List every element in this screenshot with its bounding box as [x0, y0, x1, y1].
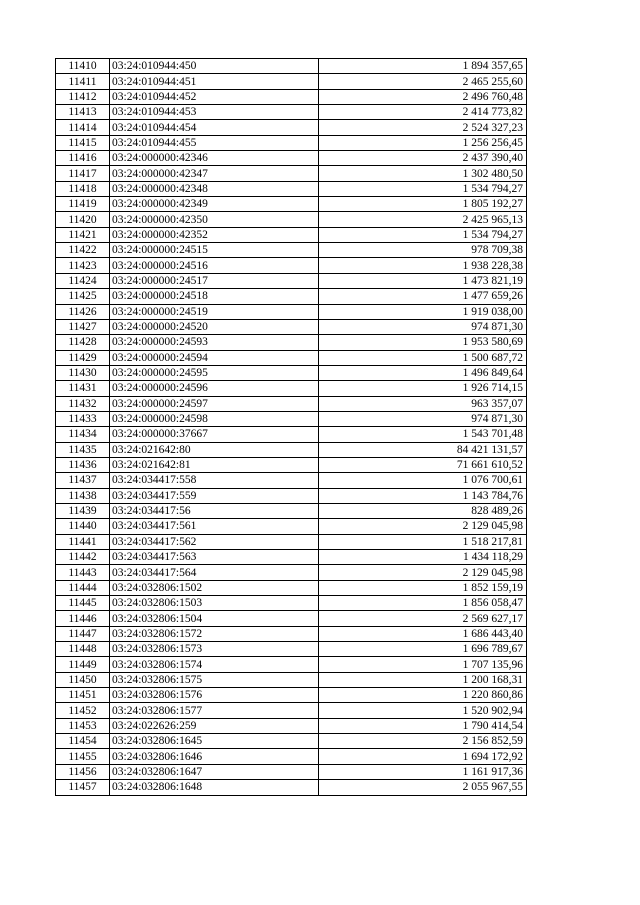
cadastral-value-cell: 1 534 794,27 — [319, 181, 527, 196]
cadastral-number-cell: 03:24:000000:24593 — [110, 335, 319, 350]
row-number-cell: 11453 — [56, 718, 110, 733]
cadastral-number-cell: 03:24:000000:24517 — [110, 273, 319, 288]
table-row — [56, 764, 527, 779]
cadastral-number-cell: 03:24:032806:1502 — [110, 580, 319, 595]
row-number-cell: 11450 — [56, 672, 110, 687]
row-number-cell: 11425 — [56, 289, 110, 304]
table-row — [56, 749, 527, 764]
table-row — [56, 74, 527, 89]
cadastral-number-cell: 03:24:034417:563 — [110, 550, 319, 565]
table-row — [56, 688, 527, 703]
table-row — [56, 120, 527, 135]
row-number-cell: 11436 — [56, 457, 110, 472]
cadastral-number-cell: 03:24:010944:450 — [110, 59, 319, 74]
cadastral-value-cell: 1 434 118,29 — [319, 550, 527, 565]
cadastral-value-cell: 1 686 443,40 — [319, 626, 527, 641]
cadastral-number-cell: 03:24:010944:452 — [110, 89, 319, 104]
cadastral-value-cell: 1 707 135,96 — [319, 657, 527, 672]
row-number-cell: 11416 — [56, 151, 110, 166]
cadastral-number-cell: 03:24:021642:81 — [110, 457, 319, 472]
table-row — [56, 534, 527, 549]
cadastral-value-cell: 1 500 687,72 — [319, 350, 527, 365]
table-row — [56, 703, 527, 718]
row-number-cell: 11454 — [56, 734, 110, 749]
row-number-cell: 11437 — [56, 473, 110, 488]
cadastral-number-cell: 03:24:032806:1645 — [110, 734, 319, 749]
table-row — [56, 642, 527, 657]
row-number-cell: 11426 — [56, 304, 110, 319]
row-number-cell: 11431 — [56, 381, 110, 396]
table-row — [56, 396, 527, 411]
row-number-cell: 11439 — [56, 503, 110, 518]
cadastral-value-cell: 974 871,30 — [319, 411, 527, 426]
cadastral-number-cell: 03:24:032806:1572 — [110, 626, 319, 641]
cadastral-number-cell: 03:24:000000:42349 — [110, 197, 319, 212]
cadastral-value-cell: 1 473 821,19 — [319, 273, 527, 288]
cadastral-value-cell: 1 805 192,27 — [319, 197, 527, 212]
cadastral-value-cell: 1 856 058,47 — [319, 596, 527, 611]
cadastral-value-cell: 1 220 860,86 — [319, 688, 527, 703]
cadastral-number-cell: 03:24:010944:451 — [110, 74, 319, 89]
cadastral-number-cell: 03:24:000000:42347 — [110, 166, 319, 181]
cadastral-value-cell: 1 477 659,26 — [319, 289, 527, 304]
cadastral-number-cell: 03:24:000000:24518 — [110, 289, 319, 304]
table-row — [56, 227, 527, 242]
cadastral-value-cell: 1 256 256,45 — [319, 135, 527, 150]
cadastral-number-cell: 03:24:034417:559 — [110, 488, 319, 503]
cadastral-value-cell: 2 055 967,55 — [319, 780, 527, 795]
cadastral-number-cell: 03:24:000000:37667 — [110, 427, 319, 442]
cadastral-value-cell: 1 518 217,81 — [319, 534, 527, 549]
cadastral-number-cell: 03:24:032806:1575 — [110, 672, 319, 687]
table-row — [56, 565, 527, 580]
table-row — [56, 166, 527, 181]
row-number-cell: 11438 — [56, 488, 110, 503]
row-number-cell: 11445 — [56, 596, 110, 611]
table-row — [56, 197, 527, 212]
row-number-cell: 11429 — [56, 350, 110, 365]
table-row — [56, 381, 527, 396]
table-row — [56, 626, 527, 641]
row-number-cell: 11444 — [56, 580, 110, 595]
row-number-cell: 11423 — [56, 258, 110, 273]
cadastral-value-cell: 84 421 131,57 — [319, 442, 527, 457]
table-row — [56, 411, 527, 426]
cadastral-number-cell: 03:24:010944:455 — [110, 135, 319, 150]
cadastral-number-cell: 03:24:010944:454 — [110, 120, 319, 135]
row-number-cell: 11447 — [56, 626, 110, 641]
row-number-cell: 11418 — [56, 181, 110, 196]
cadastral-number-cell: 03:24:000000:42352 — [110, 227, 319, 242]
cadastral-value-cell: 2 425 965,13 — [319, 212, 527, 227]
cadastral-number-cell: 03:24:000000:24596 — [110, 381, 319, 396]
row-number-cell: 11442 — [56, 550, 110, 565]
table-row — [56, 350, 527, 365]
row-number-cell: 11434 — [56, 427, 110, 442]
row-number-cell: 11428 — [56, 335, 110, 350]
cadastral-value-cell: 974 871,30 — [319, 319, 527, 334]
row-number-cell: 11413 — [56, 105, 110, 120]
table-row — [56, 304, 527, 319]
table-row — [56, 611, 527, 626]
row-number-cell: 11419 — [56, 197, 110, 212]
table-row — [56, 365, 527, 380]
cadastral-number-cell: 03:24:000000:42350 — [110, 212, 319, 227]
row-number-cell: 11422 — [56, 243, 110, 258]
table-row — [56, 580, 527, 595]
table-row — [56, 519, 527, 534]
row-number-cell: 11414 — [56, 120, 110, 135]
table-row — [56, 672, 527, 687]
row-number-cell: 11451 — [56, 688, 110, 703]
cadastral-number-cell: 03:24:022626:259 — [110, 718, 319, 733]
table-row — [56, 488, 527, 503]
cadastral-number-cell: 03:24:034417:558 — [110, 473, 319, 488]
cadastral-value-cell: 1 696 789,67 — [319, 642, 527, 657]
cadastral-number-cell: 03:24:000000:42348 — [110, 181, 319, 196]
cadastral-value-cell: 1 520 902,94 — [319, 703, 527, 718]
cadastral-value-cell: 2 496 760,48 — [319, 89, 527, 104]
cadastral-value-cell: 2 129 045,98 — [319, 519, 527, 534]
row-number-cell: 11440 — [56, 519, 110, 534]
table-row — [56, 657, 527, 672]
table-row — [56, 289, 527, 304]
cadastral-value-cell: 2 524 327,23 — [319, 120, 527, 135]
cadastral-number-cell: 03:24:032806:1573 — [110, 642, 319, 657]
cadastral-value-cell: 71 661 610,52 — [319, 457, 527, 472]
cadastral-value-cell: 1 953 580,69 — [319, 335, 527, 350]
cadastral-number-cell: 03:24:032806:1648 — [110, 780, 319, 795]
cadastral-number-cell: 03:24:000000:24594 — [110, 350, 319, 365]
table-row — [56, 135, 527, 150]
row-number-cell: 11412 — [56, 89, 110, 104]
row-number-cell: 11420 — [56, 212, 110, 227]
row-number-cell: 11441 — [56, 534, 110, 549]
cadastral-value-cell: 1 143 784,76 — [319, 488, 527, 503]
cadastral-value-cell: 2 569 627,17 — [319, 611, 527, 626]
cadastral-number-cell: 03:24:032806:1574 — [110, 657, 319, 672]
table-row — [56, 442, 527, 457]
cadastral-value-cell: 1 852 159,19 — [319, 580, 527, 595]
cadastral-value-cell: 1 200 168,31 — [319, 672, 527, 687]
table-row — [56, 89, 527, 104]
cadastral-value-cell: 2 414 773,82 — [319, 105, 527, 120]
cadastral-value-cell: 963 357,07 — [319, 396, 527, 411]
table-row — [56, 718, 527, 733]
cadastral-value-cell: 2 129 045,98 — [319, 565, 527, 580]
cadastral-number-cell: 03:24:032806:1503 — [110, 596, 319, 611]
row-number-cell: 11457 — [56, 780, 110, 795]
cadastral-number-cell: 03:24:000000:24516 — [110, 258, 319, 273]
cadastral-number-cell: 03:24:034417:561 — [110, 519, 319, 534]
row-number-cell: 11452 — [56, 703, 110, 718]
table-row — [56, 243, 527, 258]
row-number-cell: 11411 — [56, 74, 110, 89]
row-number-cell: 11455 — [56, 749, 110, 764]
cadastral-value-cell: 1 496 849,64 — [319, 365, 527, 380]
cadastral-number-cell: 03:24:000000:42346 — [110, 151, 319, 166]
table-row — [56, 780, 527, 795]
cadastral-value-cell: 1 926 714,15 — [319, 381, 527, 396]
table-row — [56, 550, 527, 565]
cadastral-number-cell: 03:24:032806:1576 — [110, 688, 319, 703]
cadastral-number-cell: 03:24:021642:80 — [110, 442, 319, 457]
row-number-cell: 11415 — [56, 135, 110, 150]
cadastral-number-cell: 03:24:000000:24520 — [110, 319, 319, 334]
table-row — [56, 273, 527, 288]
cadastral-number-cell: 03:24:034417:56 — [110, 503, 319, 518]
cadastral-value-cell: 828 489,26 — [319, 503, 527, 518]
table-row — [56, 212, 527, 227]
table-row — [56, 427, 527, 442]
row-number-cell: 11443 — [56, 565, 110, 580]
row-number-cell: 11435 — [56, 442, 110, 457]
table-row — [56, 596, 527, 611]
table-row — [56, 503, 527, 518]
cadastral-value-cell: 1 894 357,65 — [319, 59, 527, 74]
row-number-cell: 11424 — [56, 273, 110, 288]
cadastral-value-cell: 1 790 414,54 — [319, 718, 527, 733]
cadastral-value-cell: 1 302 480,50 — [319, 166, 527, 181]
table-row — [56, 335, 527, 350]
cadastral-value-cell: 1 694 172,92 — [319, 749, 527, 764]
cadastral-value-cell: 2 465 255,60 — [319, 74, 527, 89]
cadastral-value-cell: 1 543 701,48 — [319, 427, 527, 442]
table-row — [56, 258, 527, 273]
cadastral-number-cell: 03:24:032806:1647 — [110, 764, 319, 779]
cadastral-value-cell: 1 161 917,36 — [319, 764, 527, 779]
table-row — [56, 457, 527, 472]
cadastral-value-cell: 2 156 852,59 — [319, 734, 527, 749]
table-row — [56, 734, 527, 749]
cadastral-number-cell: 03:24:000000:24595 — [110, 365, 319, 380]
table-body — [56, 59, 527, 796]
cadastral-value-cell: 978 709,38 — [319, 243, 527, 258]
row-number-cell: 11433 — [56, 411, 110, 426]
cadastral-number-cell: 03:24:000000:24598 — [110, 411, 319, 426]
cadastral-number-cell: 03:24:032806:1504 — [110, 611, 319, 626]
row-number-cell: 11446 — [56, 611, 110, 626]
cadastral-value-cell: 1 919 038,00 — [319, 304, 527, 319]
cadastral-number-cell: 03:24:000000:24519 — [110, 304, 319, 319]
row-number-cell: 11410 — [56, 59, 110, 74]
cadastral-number-cell: 03:24:034417:564 — [110, 565, 319, 580]
row-number-cell: 11456 — [56, 764, 110, 779]
row-number-cell: 11430 — [56, 365, 110, 380]
cadastral-number-cell: 03:24:034417:562 — [110, 534, 319, 549]
cadastral-number-cell: 03:24:000000:24597 — [110, 396, 319, 411]
table-row — [56, 59, 527, 74]
table-row — [56, 473, 527, 488]
cadastral-value-table — [55, 58, 527, 796]
table-row — [56, 151, 527, 166]
table-row — [56, 181, 527, 196]
cadastral-number-cell: 03:24:032806:1577 — [110, 703, 319, 718]
cadastral-value-cell: 1 938 228,38 — [319, 258, 527, 273]
cadastral-value-cell: 1 076 700,61 — [319, 473, 527, 488]
row-number-cell: 11432 — [56, 396, 110, 411]
cadastral-number-cell: 03:24:032806:1646 — [110, 749, 319, 764]
row-number-cell: 11417 — [56, 166, 110, 181]
cadastral-number-cell: 03:24:000000:24515 — [110, 243, 319, 258]
table-row — [56, 319, 527, 334]
table-row — [56, 105, 527, 120]
cadastral-value-cell: 1 534 794,27 — [319, 227, 527, 242]
cadastral-number-cell: 03:24:010944:453 — [110, 105, 319, 120]
row-number-cell: 11427 — [56, 319, 110, 334]
row-number-cell: 11448 — [56, 642, 110, 657]
row-number-cell: 11449 — [56, 657, 110, 672]
row-number-cell: 11421 — [56, 227, 110, 242]
cadastral-value-cell: 2 437 390,40 — [319, 151, 527, 166]
